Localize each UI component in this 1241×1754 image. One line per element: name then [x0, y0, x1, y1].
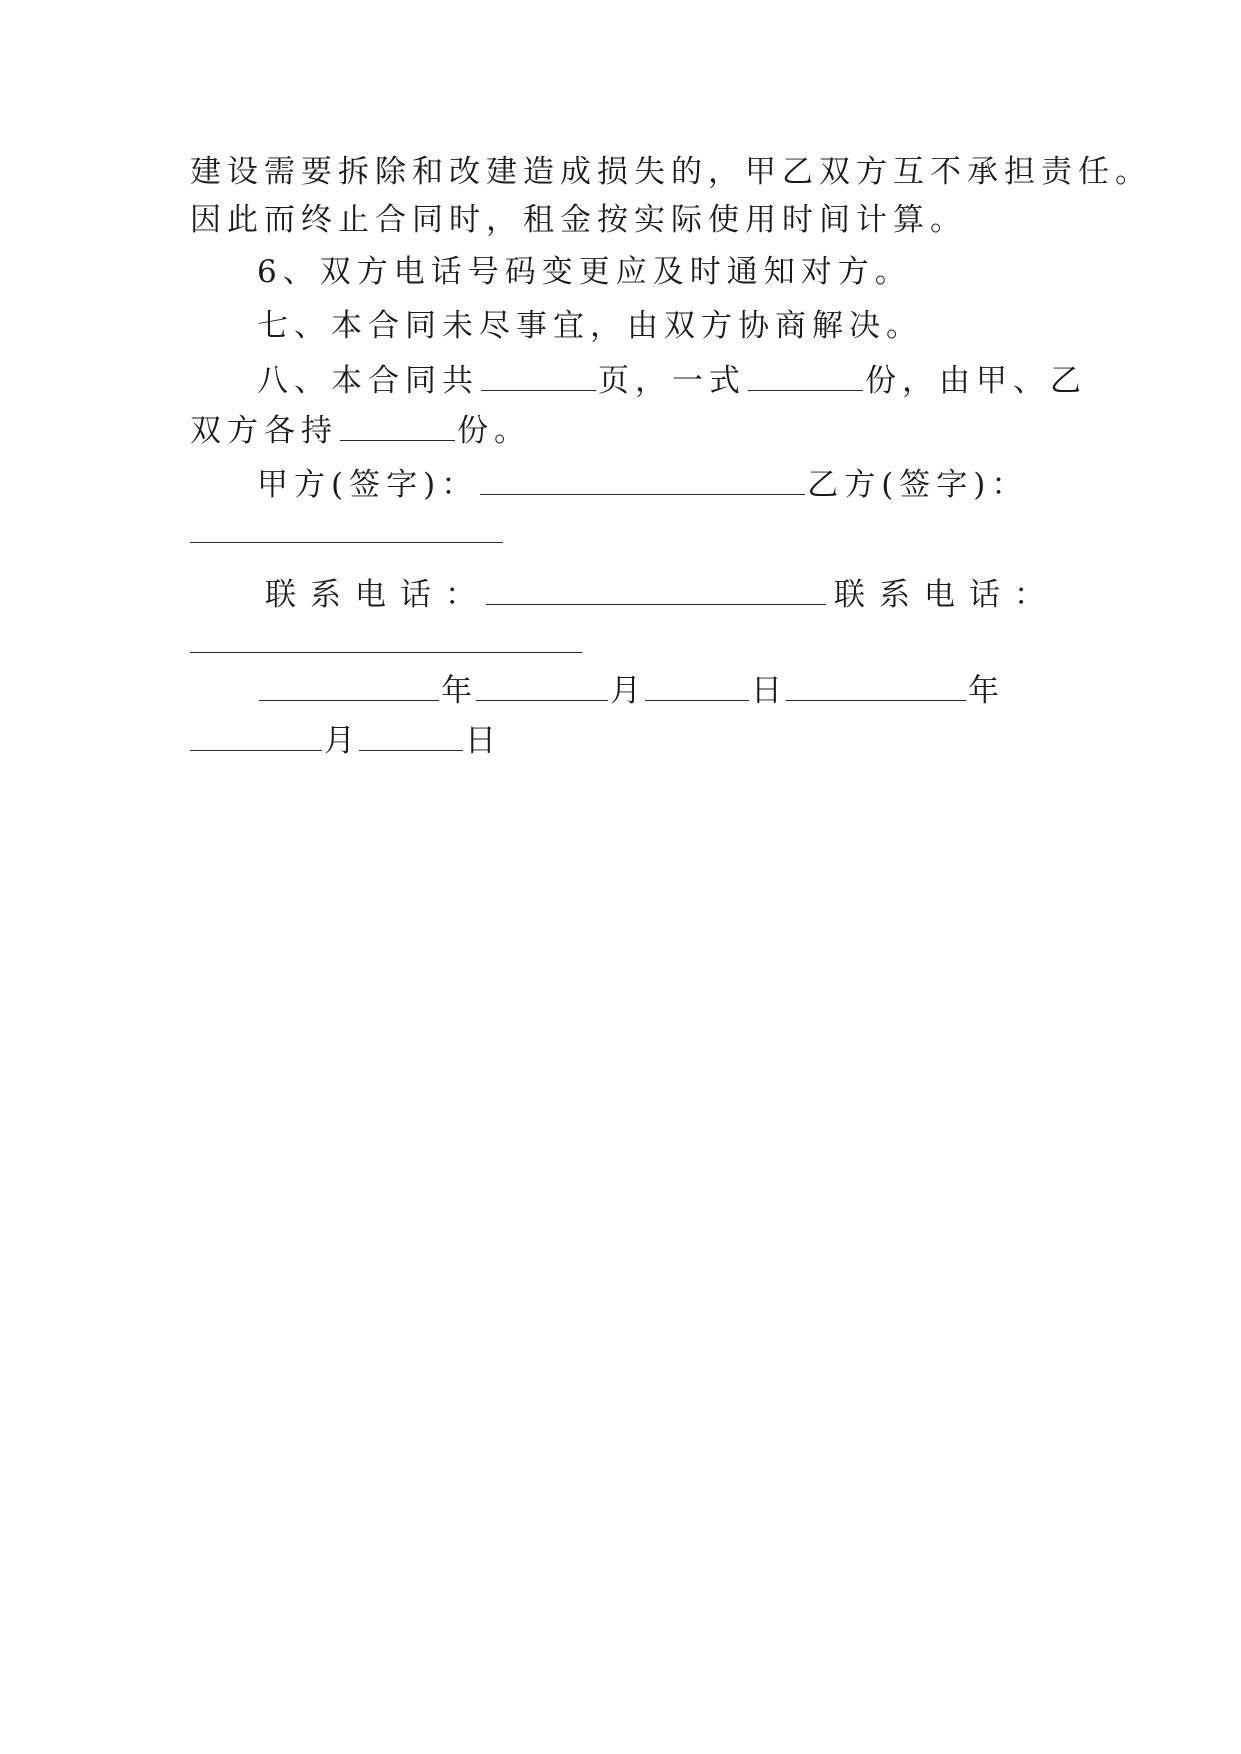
party-b-month-blank[interactable]	[190, 720, 322, 751]
date-day-label-b: 日	[465, 723, 498, 759]
copy-count-blank[interactable]	[748, 360, 863, 391]
clause-text-line-1: 建设需要拆除和改建造成损失的，甲乙双方互不承担责任。	[190, 154, 1152, 190]
party-a-year-blank[interactable]	[259, 670, 439, 701]
clause-item-7: 七、本合同未尽事宜，由双方协商解决。	[257, 308, 923, 344]
party-a-month-blank[interactable]	[476, 670, 608, 701]
party-b-day-blank[interactable]	[359, 720, 463, 751]
item8-part5: 份。	[457, 413, 531, 449]
party-b-phone-blank[interactable]	[190, 652, 582, 653]
party-a-day-blank[interactable]	[645, 670, 749, 701]
date-year-label: 年	[441, 673, 474, 709]
clause-item-8-line-2	[190, 410, 1060, 450]
item8-part2: 页，一式	[598, 363, 746, 399]
party-a-phone-label: 联系电话：	[265, 577, 490, 613]
item8-part3: 份，由甲、乙	[865, 363, 1087, 399]
item8-part4: 双方各持	[190, 413, 338, 449]
party-b-phone-label: 联系电话：	[834, 577, 1059, 613]
phone-line	[265, 574, 1135, 614]
party-b-signature-blank[interactable]	[190, 542, 503, 543]
party-b-year-blank[interactable]	[786, 670, 966, 701]
party-b-signature-label: 乙方(签字)：	[807, 467, 1029, 503]
date-line-2	[190, 720, 1060, 760]
clause-item-8-line-1	[257, 360, 1127, 400]
date-month-label: 月	[610, 673, 643, 709]
date-month-label-b: 月	[324, 723, 357, 759]
party-a-signature-label: 甲方(签字)：	[257, 467, 479, 503]
item8-part1: 八、本合同共	[257, 363, 479, 399]
date-year-label-b: 年	[968, 673, 1001, 709]
clause-item-6: 6、双方电话号码变更应及时通知对方。	[257, 254, 912, 290]
party-a-phone-blank[interactable]	[486, 574, 826, 605]
date-line-1	[257, 670, 1127, 710]
date-day-label: 日	[751, 673, 784, 709]
copies-each-blank[interactable]	[340, 410, 455, 441]
clause-text-line-2: 因此而终止合同时，租金按实际使用时间计算。	[190, 202, 967, 238]
party-a-signature-blank[interactable]	[480, 464, 805, 495]
page-count-blank[interactable]	[481, 360, 596, 391]
signature-line	[257, 464, 1127, 504]
